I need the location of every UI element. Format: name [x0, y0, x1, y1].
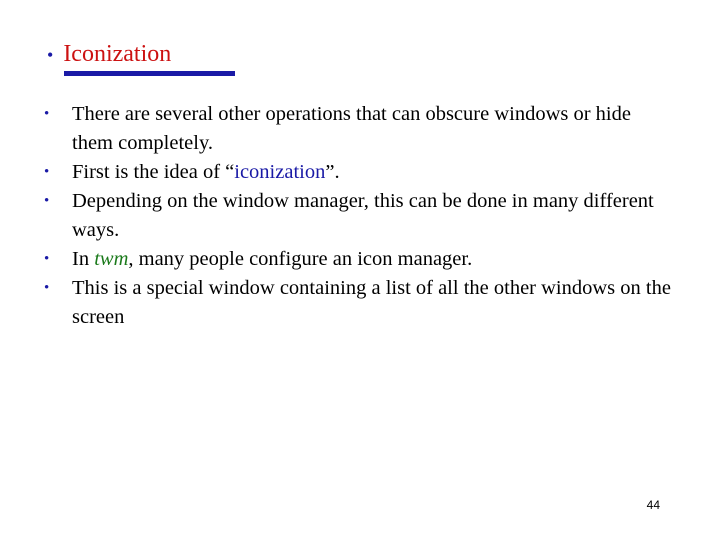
- page-number: 44: [646, 498, 660, 512]
- bullet-text-before: First is the idea of “: [72, 161, 235, 183]
- bullet-highlight-term: iconization: [234, 161, 326, 183]
- slide-title-text: Iconization: [63, 41, 172, 67]
- bullet-item: [44, 158, 674, 187]
- bullet-dot-icon: •: [44, 106, 50, 122]
- bullet-dot-icon: •: [44, 280, 50, 296]
- bullet-text: This is a special window containing a list of all the other windows on the screen: [72, 277, 671, 328]
- bullet-list: [44, 100, 674, 332]
- bullet-item: [44, 245, 674, 274]
- bullet-item: [44, 100, 674, 158]
- bullet-text-after: ”.: [325, 161, 340, 183]
- slide-title: [47, 38, 171, 71]
- bullet-highlight-term: twm: [94, 248, 129, 270]
- title-bullet-icon: •: [47, 45, 54, 65]
- bullet-text: Depending on the window manager, this can be done in many different ways.: [72, 190, 654, 241]
- bullet-item: [44, 274, 674, 332]
- title-underline: [64, 71, 235, 76]
- bullet-dot-icon: •: [44, 164, 50, 180]
- bullet-text-after: , many people configure an icon manager.: [128, 248, 473, 270]
- bullet-dot-icon: •: [44, 251, 50, 267]
- bullet-dot-icon: •: [44, 193, 50, 209]
- bullet-text-before: In: [72, 248, 95, 270]
- bullet-text: There are several other operations that can obscure windows or hide them completely.: [72, 103, 631, 154]
- bullet-item: [44, 187, 674, 245]
